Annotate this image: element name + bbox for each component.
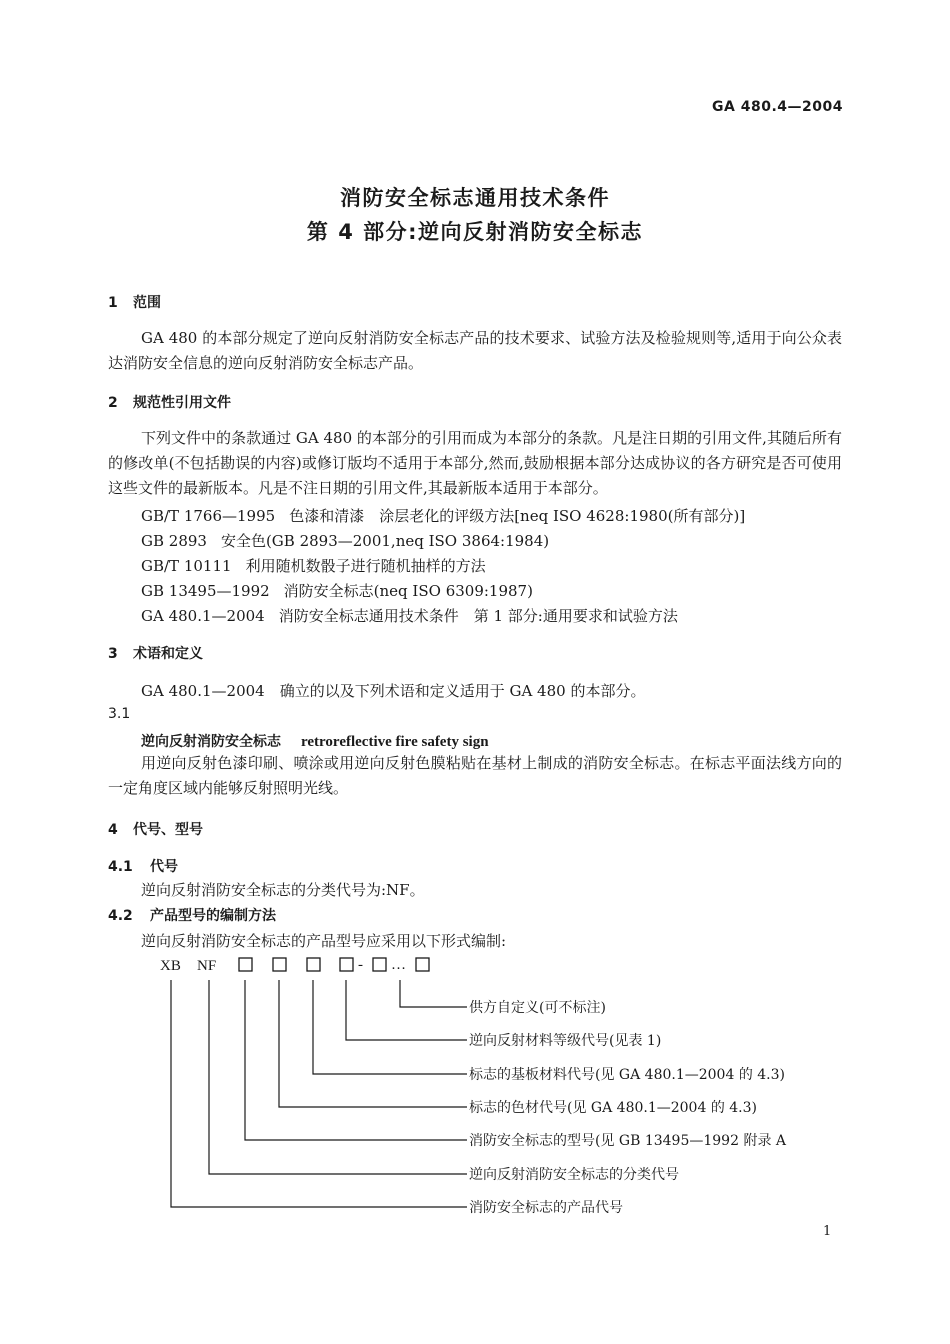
section-number: 2 xyxy=(108,395,118,411)
subsection-4-1-text: 逆向反射消防安全标志的分类代号为:NF。 xyxy=(141,881,425,899)
reference-title: 色漆和清漆 涂层老化的评级方法[neq ISO 4628:1980(所有部分)] xyxy=(289,507,746,525)
leader-line xyxy=(209,980,467,1174)
code-nf: NF xyxy=(197,958,217,974)
reference-title: 利用随机数骰子进行随机抽样的方法 xyxy=(245,557,486,575)
section-title: 范围 xyxy=(133,295,161,311)
section-title: 代号、型号 xyxy=(133,822,203,838)
diagram-label: 逆向反射材料等级代号(见表 1) xyxy=(469,1033,662,1049)
term-chinese: 逆向反射消防安全标志 xyxy=(141,734,281,750)
reference-title: 消防安全标志通用技术条件 第 1 部分:通用要求和试验方法 xyxy=(278,607,678,625)
subsection-title: 代号 xyxy=(150,859,178,875)
diagram-label: 逆向反射消防安全标志的分类代号 xyxy=(469,1167,679,1183)
section-number: 4 xyxy=(108,822,118,838)
section-3-paragraph: GA 480.1—2004 确立的以及下列术语和定义适用于 GA 480 的本部分。 xyxy=(141,682,646,700)
subsection-number: 4.1 xyxy=(108,859,133,875)
placeholder-box-type xyxy=(239,958,252,971)
page-number: 1 xyxy=(823,1224,832,1239)
placeholder-box-custom1 xyxy=(373,958,386,971)
section-title: 规范性引用文件 xyxy=(133,395,231,411)
section-number: 1 xyxy=(108,295,118,311)
leader-line xyxy=(171,980,467,1207)
leader-line xyxy=(400,980,467,1007)
diagram-label: 标志的色材代号(见 GA 480.1—2004 的 4.3) xyxy=(469,1100,757,1116)
code-xb: XB xyxy=(160,958,181,974)
section-1-paragraph: GA 480 的本部分规定了逆向反射消防安全标志产品的技术要求、试验方法及检验规则等,适用于向公众表达消防安全信息的逆向反射消防安全标志产品。 xyxy=(108,329,842,372)
diagram-label: 消防安全标志的产品代号 xyxy=(469,1200,623,1216)
leader-line xyxy=(279,980,467,1107)
section-2-paragraph: 下列文件中的条款通过 GA 480 的本部分的引用而成为本部分的条款。凡是注日期的引用文件,其随后所有的修改单(不包括勘误的内容)或修订版均不适用于本部分,然而,鼓励根据本部分达成协议的各方研究是否可使用这些文件的最新版本。凡是不注日期的引用文件,其最新版本适用于本部分。 xyxy=(108,429,842,497)
diagram-label: 消防安全标志的型号(见 GB 13495—1992 附录 A xyxy=(469,1133,787,1149)
placeholder-box-color xyxy=(273,958,286,971)
placeholder-box-grade xyxy=(340,958,353,971)
term-english: retroreflective fire safety sign xyxy=(301,734,489,750)
subsection-title: 产品型号的编制方法 xyxy=(150,908,276,924)
leader-line xyxy=(245,980,467,1140)
reference-code: GB 13495—1992 xyxy=(141,582,270,600)
section-title: 术语和定义 xyxy=(133,646,203,662)
code-ellipsis: … xyxy=(391,957,406,973)
reference-title: 消防安全标志(neq ISO 6309:1987) xyxy=(283,582,533,600)
diagram-label: 供方自定义(可不标注) xyxy=(469,1000,606,1016)
leader-line xyxy=(346,980,467,1040)
term-definition: 用逆向反射色漆印刷、喷涂或用逆向反射色膜粘贴在基材上制成的消防安全标志。在标志平面法线方向的一定角度区域内能够反射照明光线。 xyxy=(108,754,842,797)
code-dash: - xyxy=(358,957,363,973)
document-title-line2: 第 4 部分:逆向反射消防安全标志 xyxy=(306,220,644,244)
reference-code: GB/T 1766—1995 xyxy=(141,507,276,525)
diagram-label: 标志的基板材料代号(见 GA 480.1—2004 的 4.3) xyxy=(469,1067,785,1083)
term-number: 3.1 xyxy=(108,706,131,722)
placeholder-box-substrate xyxy=(307,958,320,971)
leader-line xyxy=(313,980,467,1074)
section-number: 3 xyxy=(108,646,118,662)
reference-code: GA 480.1—2004 xyxy=(141,607,265,625)
subsection-number: 4.2 xyxy=(108,908,133,924)
reference-code: GB 2893 xyxy=(141,532,207,550)
standard-number: GA 480.4—2004 xyxy=(712,99,843,115)
reference-title: 安全色(GB 2893—2001,neq ISO 3864:1984) xyxy=(220,532,550,550)
subsection-4-2-text: 逆向反射消防安全标志的产品型号应采用以下形式编制: xyxy=(141,932,507,950)
placeholder-box-custom2 xyxy=(416,958,429,971)
document-title-line1: 消防安全标志通用技术条件 xyxy=(340,186,610,210)
reference-code: GB/T 10111 xyxy=(141,557,232,575)
